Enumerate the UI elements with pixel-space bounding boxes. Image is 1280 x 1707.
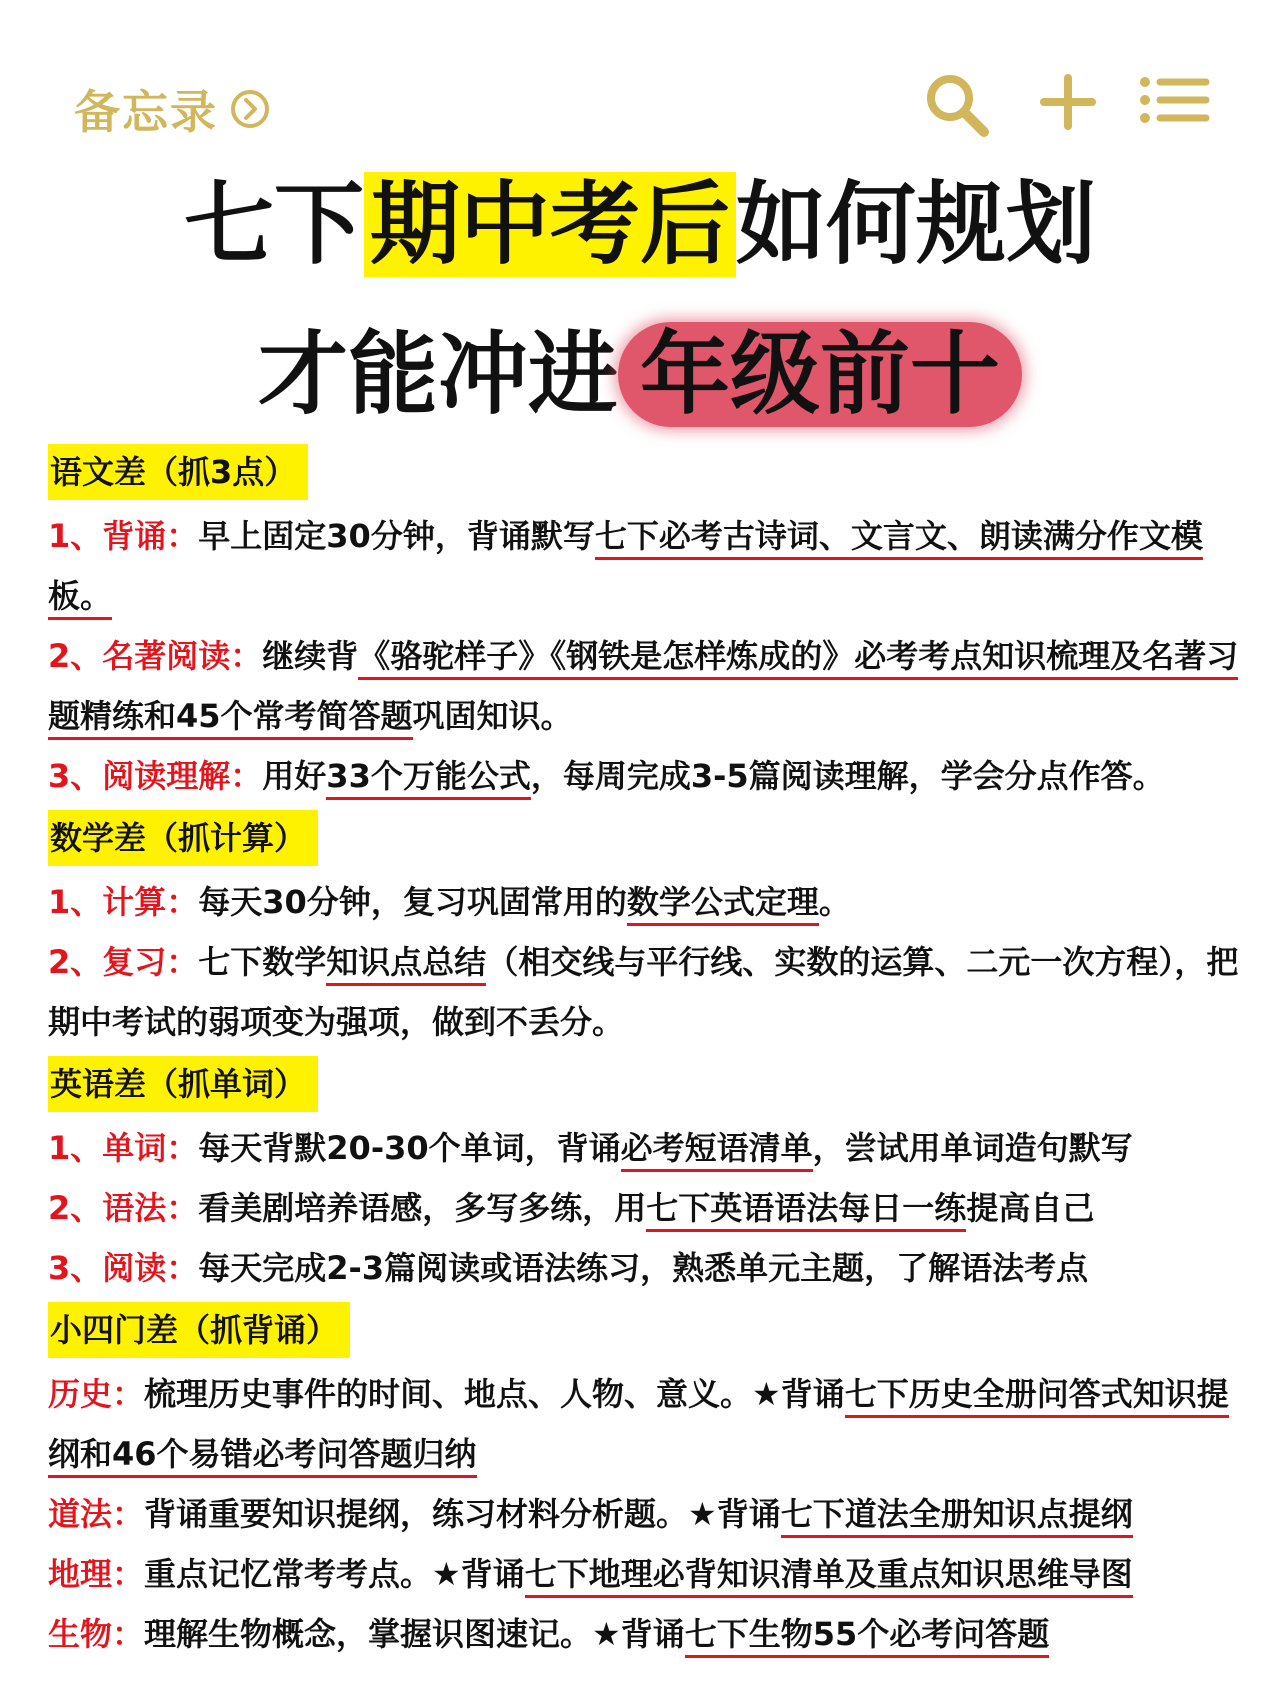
list-icon (1138, 72, 1210, 128)
list-item (48, 1484, 1244, 1544)
item-text: 看美剧培养语感，多写多练，用 (198, 1189, 647, 1227)
item-label: 道法： (48, 1495, 145, 1533)
item-text: 每天30分钟，复习巩固常用的 (198, 883, 627, 921)
item-underlined: 七下历史全册问答式知识提纲和46个易错必考问答题归纳 (48, 1375, 1229, 1478)
title-highlight: 年级前十 (618, 322, 1022, 427)
item-underlined: 必考短语清单 (621, 1129, 813, 1172)
item-text: 。 (818, 883, 851, 921)
item-text: 背诵重要知识提纲，练习材料分析题。★背诵 (144, 1495, 781, 1533)
list-view-button[interactable] (1138, 72, 1210, 128)
title-text: 如何规划 (736, 172, 1096, 277)
search-button[interactable] (924, 72, 990, 138)
list-item (48, 872, 1244, 932)
item-text: ，尝试用单词造句默写 (812, 1129, 1133, 1167)
item-underlined: 数学公式定理 (627, 883, 819, 926)
item-label: 地理： (48, 1555, 145, 1593)
section-heading-chinese: 语文差（抓3点） (48, 444, 308, 500)
item-label: 1、计算： (48, 883, 199, 921)
section-heading-minor: 小四门差（抓背诵） (48, 1302, 350, 1358)
item-text: 用好 (262, 757, 327, 795)
chevron-right-circle-icon (230, 89, 270, 129)
list-item (48, 1604, 1244, 1664)
item-label: 3、阅读理解： (48, 757, 263, 795)
item-label: 1、单词： (48, 1129, 199, 1167)
plus-icon (1040, 72, 1096, 132)
item-label: 2、语法： (48, 1189, 199, 1227)
list-item (48, 626, 1244, 746)
item-text: 梳理历史事件的时间、地点、人物、意义。★背诵 (144, 1375, 845, 1413)
add-note-button[interactable] (1040, 72, 1096, 132)
item-text: （相交线与平行线、实数的运算、二元一次方程），把期中考试的弱项变为强项，做到不丢分。 (48, 943, 1239, 1041)
item-underlined: 七下道法全册知识点提纲 (781, 1495, 1133, 1538)
back-label: 备忘录 (74, 85, 218, 139)
item-underlined: 七下英语语法每日一练 (646, 1189, 966, 1232)
item-label: 2、名著阅读： (48, 637, 263, 675)
item-text: 理解生物概念，掌握识图速记。★背诵 (144, 1615, 685, 1653)
title-line-1 (0, 160, 1280, 290)
list-item (48, 746, 1244, 806)
item-label: 历史： (48, 1375, 145, 1413)
item-label: 3、阅读： (48, 1249, 199, 1287)
item-text: 每天完成2-3篇阅读或语法练习，熟悉单元主题，了解语法考点 (198, 1249, 1089, 1287)
item-text: 巩固知识。 (412, 697, 573, 735)
item-label: 2、复习： (48, 943, 199, 981)
section-heading-math: 数学差（抓计算） (48, 810, 318, 866)
item-underlined: 七下必考古诗词、文言文、朗读满分作文模板。 (48, 517, 1203, 620)
search-icon (924, 72, 990, 138)
item-underlined: 《骆驼样子》《钢铁是怎样炼成的》必考考点知识梳理及名著习题精练和45个常考简答题 (48, 637, 1238, 740)
item-text: 提高自己 (966, 1189, 1095, 1227)
title-text: 七下 (184, 172, 364, 277)
item-text: 每天背默20-30个单词，背诵 (198, 1129, 621, 1167)
section-heading-english: 英语差（抓单词） (48, 1056, 318, 1112)
back-to-notes-button[interactable] (74, 76, 270, 142)
note-body (48, 440, 1244, 1664)
item-text: 七下数学 (198, 943, 327, 981)
item-underlined: 七下生物55个必考问答题 (685, 1615, 1050, 1658)
list-item (48, 506, 1244, 626)
list-item (48, 1238, 1244, 1298)
item-text: 继续背 (262, 637, 359, 675)
title-highlight: 期中考后 (364, 172, 736, 277)
item-underlined: 知识点总结 (326, 943, 486, 986)
item-label: 1、背诵： (48, 517, 199, 555)
title-text: 才能冲进 (258, 322, 618, 427)
item-text: 重点记忆常考考点。★背诵 (144, 1555, 525, 1593)
item-label: 生物： (48, 1615, 145, 1653)
item-text: ，每周完成3-5篇阅读理解，学会分点作答。 (530, 757, 1165, 795)
list-item (48, 1544, 1244, 1604)
title-line-2 (0, 310, 1280, 440)
list-item (48, 932, 1244, 1052)
list-item (48, 1118, 1244, 1178)
list-item (48, 1364, 1244, 1484)
list-item (48, 1178, 1244, 1238)
item-text: 早上固定30分钟，背诵默写 (198, 517, 595, 555)
item-underlined: 七下地理必背知识清单及重点知识思维导图 (525, 1555, 1133, 1598)
item-underlined: 33个万能公式 (326, 757, 531, 800)
